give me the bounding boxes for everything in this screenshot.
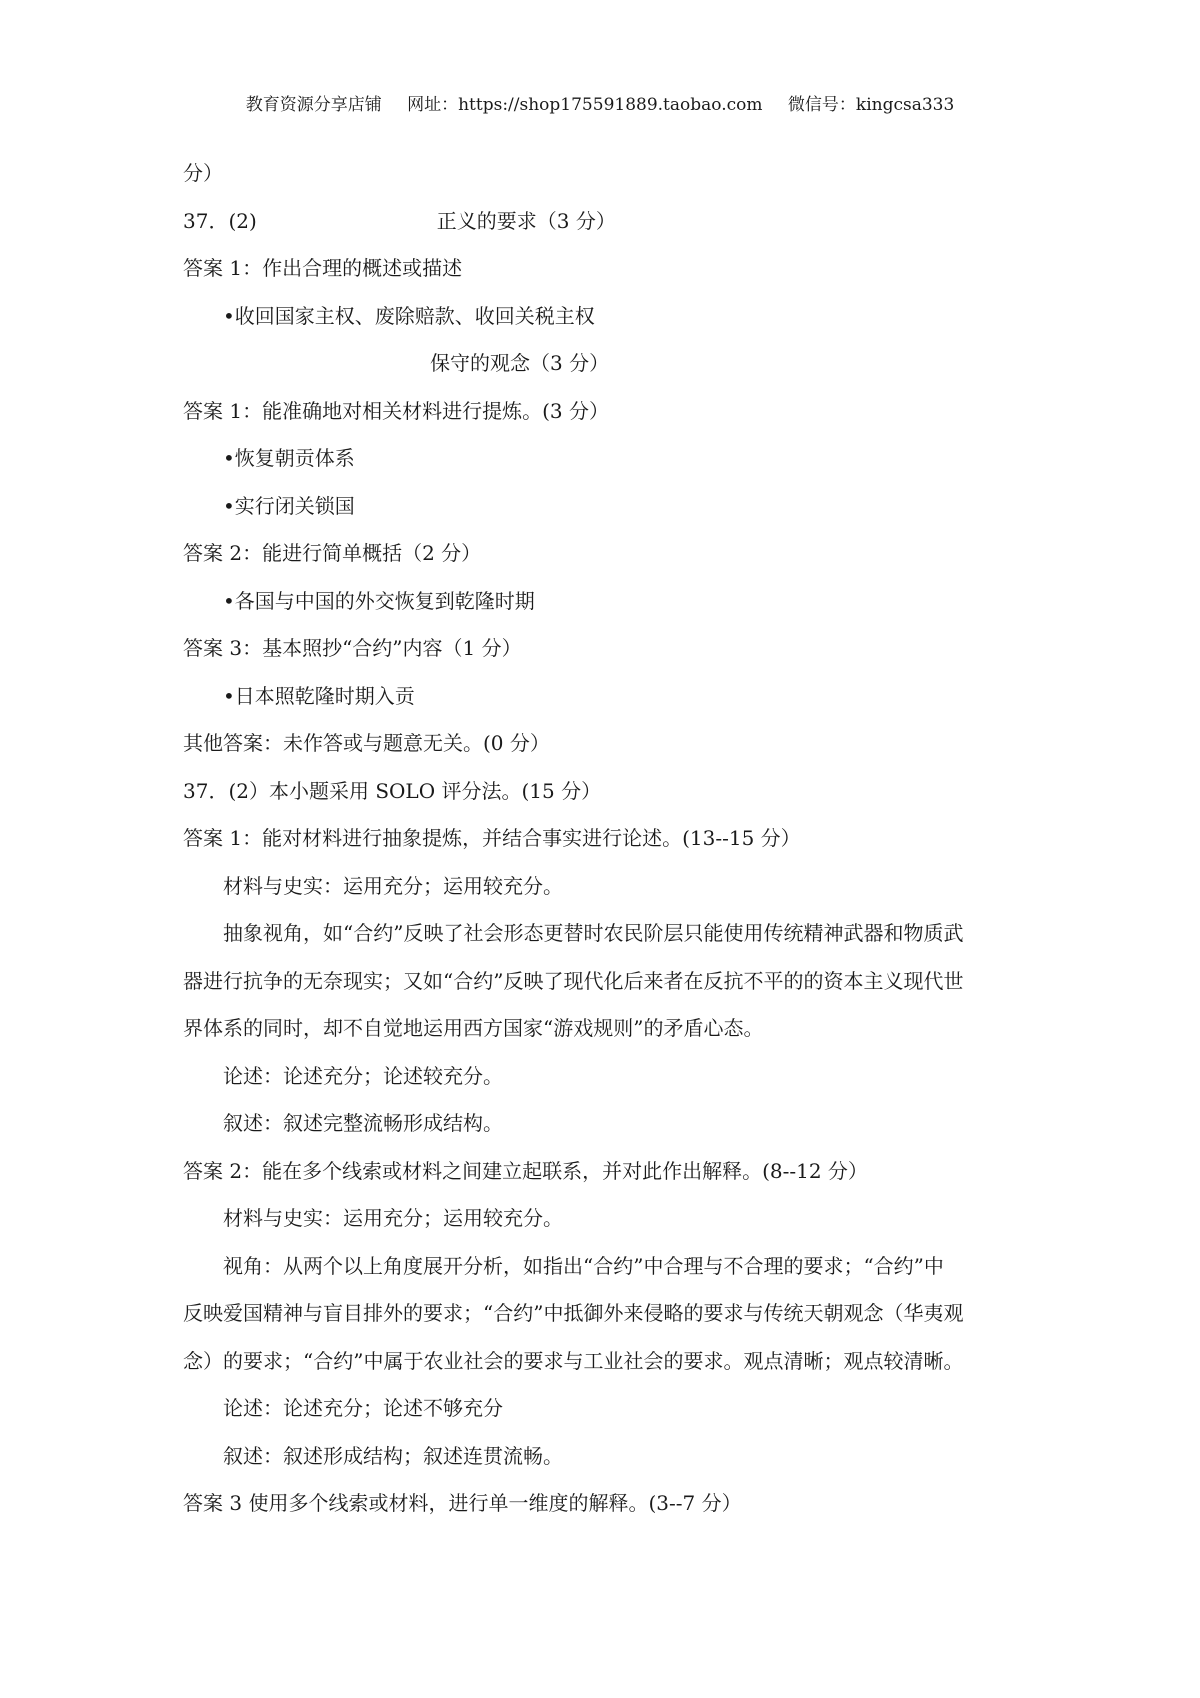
question-number: 37．(2)	[183, 208, 257, 233]
answer-level: 其他答案：未作答或与题意无关。(0 分）	[183, 731, 550, 755]
text-line: 分）	[183, 161, 223, 185]
bullet-item: •各国与中国的外交恢复到乾隆时期	[223, 588, 535, 613]
document-body	[183, 150, 1043, 1528]
bullet-item: •实行闭关锁国	[223, 493, 355, 518]
criterion-title: 正义的要求（3 分）	[436, 208, 616, 233]
criterion-item: 论述：论述充分；论述不够充分	[223, 1396, 503, 1420]
criterion-item: 论述：论述充分；论述较充分。	[223, 1063, 503, 1088]
paragraph-line: 视角：从两个以上角度展开分析，如指出“合约”中合理与不合理的要求；“合约”中	[223, 1253, 944, 1278]
answer-level: 答案 2：能进行简单概括（2 分）	[183, 541, 482, 565]
criterion-item: 叙述：叙述完整流畅形成结构。	[223, 1111, 503, 1135]
answer-level: 答案 3 使用多个线索或材料，进行单一维度的解释。(3--7 分）	[183, 1491, 742, 1515]
paragraph-line: 器进行抗争的无奈现实；又如“合约”反映了现代化后来者在反抗不平的的资本主义现代世	[183, 968, 964, 993]
page-header	[0, 90, 1200, 115]
answer-level: 答案 1：作出合理的概述或描述	[183, 256, 463, 280]
answer-level: 答案 1：能准确地对相关材料进行提炼。(3 分）	[183, 398, 609, 423]
question-heading	[183, 198, 1043, 246]
answer-level: 答案 2：能在多个线索或材料之间建立起联系，并对此作出解释。(8--12 分）	[183, 1158, 868, 1183]
criterion-item: 材料与史实：运用充分；运用较充分。	[223, 873, 563, 898]
paragraph-line: 反映爱国精神与盲目排外的要求；“合约”中抵御外来侵略的要求与传统天朝观念（华夷观	[183, 1301, 964, 1325]
answer-level: 答案 1：能对材料进行抽象提炼，并结合事实进行论述。(13--15 分）	[183, 826, 801, 850]
paragraph-line: 抽象视角，如“合约”反映了社会形态更替时农民阶层只能使用传统精神武器和物质武	[223, 921, 964, 945]
bullet-item: •恢复朝贡体系	[223, 446, 355, 470]
criterion-item: 材料与史实：运用充分；运用较充分。	[223, 1206, 563, 1230]
wechat-id: 微信号：kingcsa333	[787, 95, 955, 115]
shop-name: 教育资源分享店铺	[245, 95, 382, 115]
paragraph-line: 界体系的同时，却不自觉地运用西方国家“游戏规则”的矛盾心态。	[183, 1016, 764, 1040]
paragraph-line: 念）的要求；“合约”中属于农业社会的要求与工业社会的要求。观点清晰；观点较清晰。	[183, 1348, 964, 1373]
bullet-item: •收回国家主权、废除赔款、收回关税主权	[223, 303, 595, 328]
criterion-title: 保守的观念（3 分）	[430, 351, 610, 375]
answer-level: 答案 3：基本照抄“合约”内容（1 分）	[183, 636, 522, 660]
bullet-item: •日本照乾隆时期入贡	[223, 683, 415, 708]
question-heading: 37．(2）本小题采用 SOLO 评分法。(15 分）	[183, 778, 602, 803]
shop-website: 网址：https://shop175591889.taobao.com	[407, 95, 763, 115]
criterion-item: 叙述：叙述形成结构；叙述连贯流畅。	[223, 1443, 563, 1468]
